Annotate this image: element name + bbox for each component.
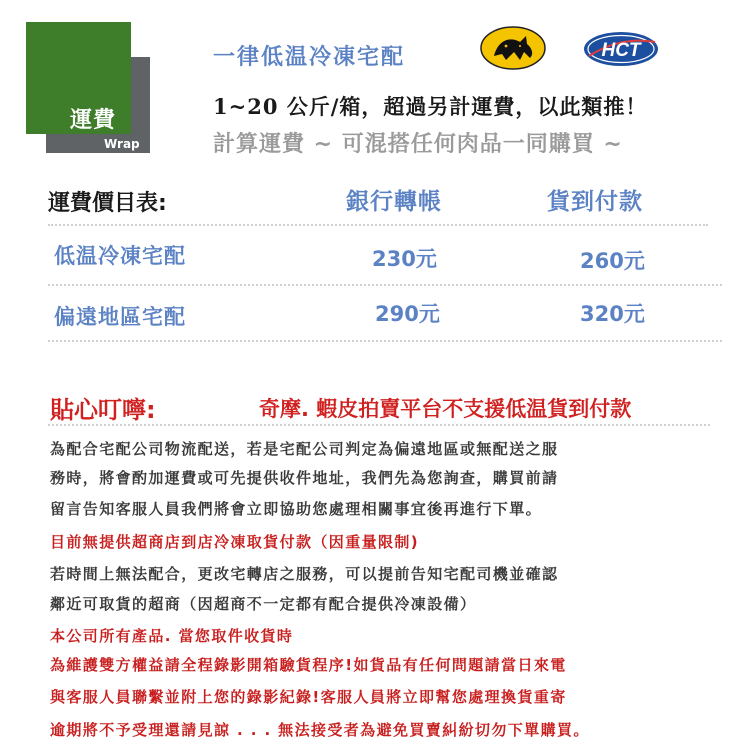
column-header-cash-on-delivery: 貨到付款 xyxy=(547,189,643,215)
notes-line-highlight: 與客服人員聯繫並附上您的錄影紀錄!客服人員將立即幫您處理換貨重寄 xyxy=(50,688,567,706)
dotted-divider xyxy=(48,424,710,426)
notes-line-highlight: 逾期將不予受理還請見諒 . . . 無法接受者為避免買賣糾紛切勿下單購買。 xyxy=(50,721,590,739)
hct-logo-text: HCT xyxy=(601,40,641,61)
dotted-divider xyxy=(48,284,722,286)
dotted-divider xyxy=(48,340,722,342)
notes-line: 為配合宅配公司物流配送，若是宅配公司判定為偏遠地區或無配送之服 xyxy=(50,440,559,458)
headline: 一律低温冷凍宅配 xyxy=(213,45,406,70)
notes-title: 貼心叮嚀: xyxy=(50,396,156,424)
row-price-bank: 290元 xyxy=(375,302,440,326)
weight-rule: 1~20 公斤/箱，超過另計運費，以此類推！ xyxy=(213,94,648,119)
row-price-cod: 320元 xyxy=(580,302,645,326)
notes-line: 若時間上無法配合，更改宅轉店之服務，可以提前告知宅配司機並確認 xyxy=(50,565,559,583)
notes-line-highlight: 為維護雙方權益請全程錄影開箱驗貨程序!如貨品有任何問題請當日來電 xyxy=(50,656,567,674)
badge-subtitle: Wrap xyxy=(104,137,140,151)
notes-line-highlight: 本公司所有產品. 當您取件收貨時 xyxy=(50,627,294,645)
black-cat-logo-icon xyxy=(480,26,546,70)
mix-line: 計算運費 ~ 可混搭任何肉品一同購買 ~ xyxy=(213,132,623,157)
notes-line-highlight: 目前無提供超商店到店冷凍取貨付款（因重量限制) xyxy=(50,533,420,551)
row-price-bank: 230元 xyxy=(372,247,437,271)
notes-line: 留言告知客服人員我們將會立即協助您處理相關事宜後再進行下單。 xyxy=(50,500,543,518)
hct-logo-icon xyxy=(583,30,659,68)
notes-line: 務時，將會酌加運費或可先提供收件地址，我們先為您詢查，購買前請 xyxy=(50,469,559,487)
notes-warning: 奇摩. 蝦皮拍賣平台不支援低温貨到付款 xyxy=(259,397,632,421)
row-name-low-temp-delivery: 低温冷凍宅配 xyxy=(54,244,186,268)
row-price-cod: 260元 xyxy=(580,249,645,273)
column-header-bank-transfer: 銀行轉帳 xyxy=(346,189,442,215)
row-name-remote-delivery: 偏遠地區宅配 xyxy=(54,305,186,329)
dotted-divider xyxy=(48,224,708,226)
notes-line: 鄰近可取貨的超商（因超商不一定都有配合提供冷凍設備） xyxy=(50,595,477,613)
badge-title: 運費 xyxy=(70,108,117,133)
price-table-title: 運費價目表: xyxy=(48,191,167,216)
